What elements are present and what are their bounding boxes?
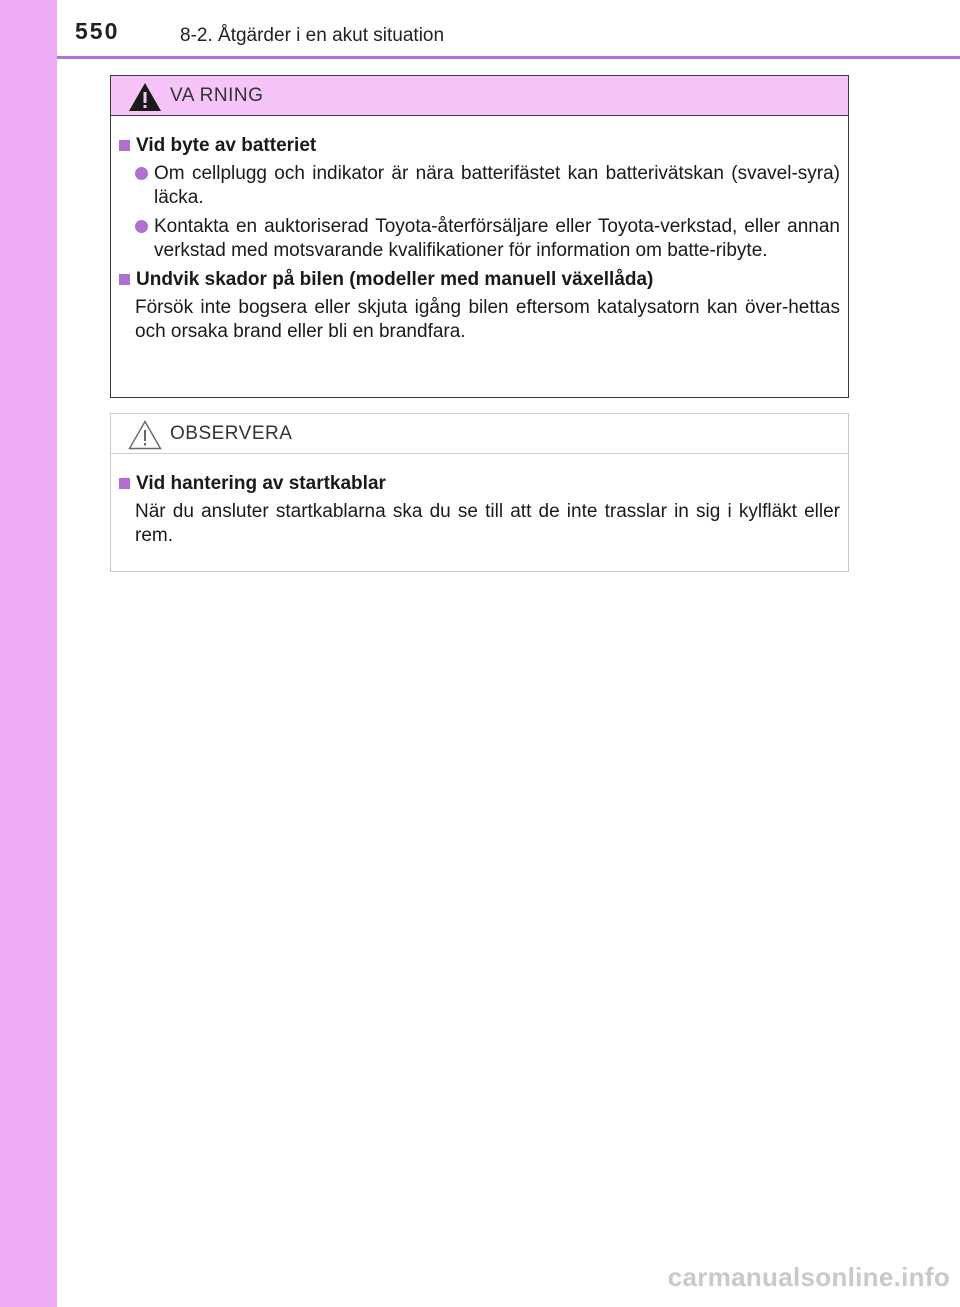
notice-header [111, 414, 848, 454]
header-divider [57, 56, 960, 59]
section-title: 8-2. Åtgärder i en akut situation [180, 25, 445, 46]
heading-text: Vid byte av batteriet [136, 135, 317, 156]
square-bullet-icon [119, 140, 130, 151]
list-item [135, 162, 840, 210]
heading-text: Vid hantering av startkablar [136, 473, 386, 494]
warning-box [110, 75, 849, 398]
paragraph: Försök inte bogsera eller skjuta igång bilen eftersom katalysatorn kan över-hettas och orsaka brand eller bli en brandfara. [135, 297, 840, 342]
paragraph: När du ansluter startkablarna ska du se till att de inte trasslar in sig i kylfläkt eller rem. [135, 501, 840, 546]
notice-body [111, 454, 848, 548]
warning-body [111, 116, 848, 344]
list-item [135, 215, 840, 263]
square-bullet-icon [119, 274, 130, 285]
square-bullet-icon [119, 478, 130, 489]
warning-title: VA RNING [170, 85, 264, 106]
caution-triangle-icon [128, 420, 162, 450]
section-heading [119, 268, 840, 292]
warning-header [111, 76, 848, 116]
side-color-strip [0, 0, 57, 1307]
circle-bullet-icon [135, 220, 148, 233]
heading-text: Undvik skador på bilen (modeller med manuell växellåda) [136, 269, 654, 290]
list-item-text: Kontakta en auktoriserad Toyota-återförsäljare eller Toyota-verkstad, eller annan verkstad med motsvarande kvalifikationer för information om batte-ribyte. [154, 216, 840, 261]
watermark: carmanualsonline.info [667, 1262, 950, 1292]
circle-bullet-icon [135, 167, 148, 180]
page-header [57, 0, 960, 58]
section-heading [119, 472, 840, 496]
warning-triangle-icon [128, 82, 162, 112]
notice-title: OBSERVERA [170, 423, 293, 444]
page-number: 550 [75, 18, 120, 44]
list-item-text: Om cellplugg och indikator är nära batterifästet kan batterivätskan (svavel-syra) läcka. [154, 163, 840, 208]
notice-box [110, 413, 849, 572]
section-heading [119, 134, 840, 158]
